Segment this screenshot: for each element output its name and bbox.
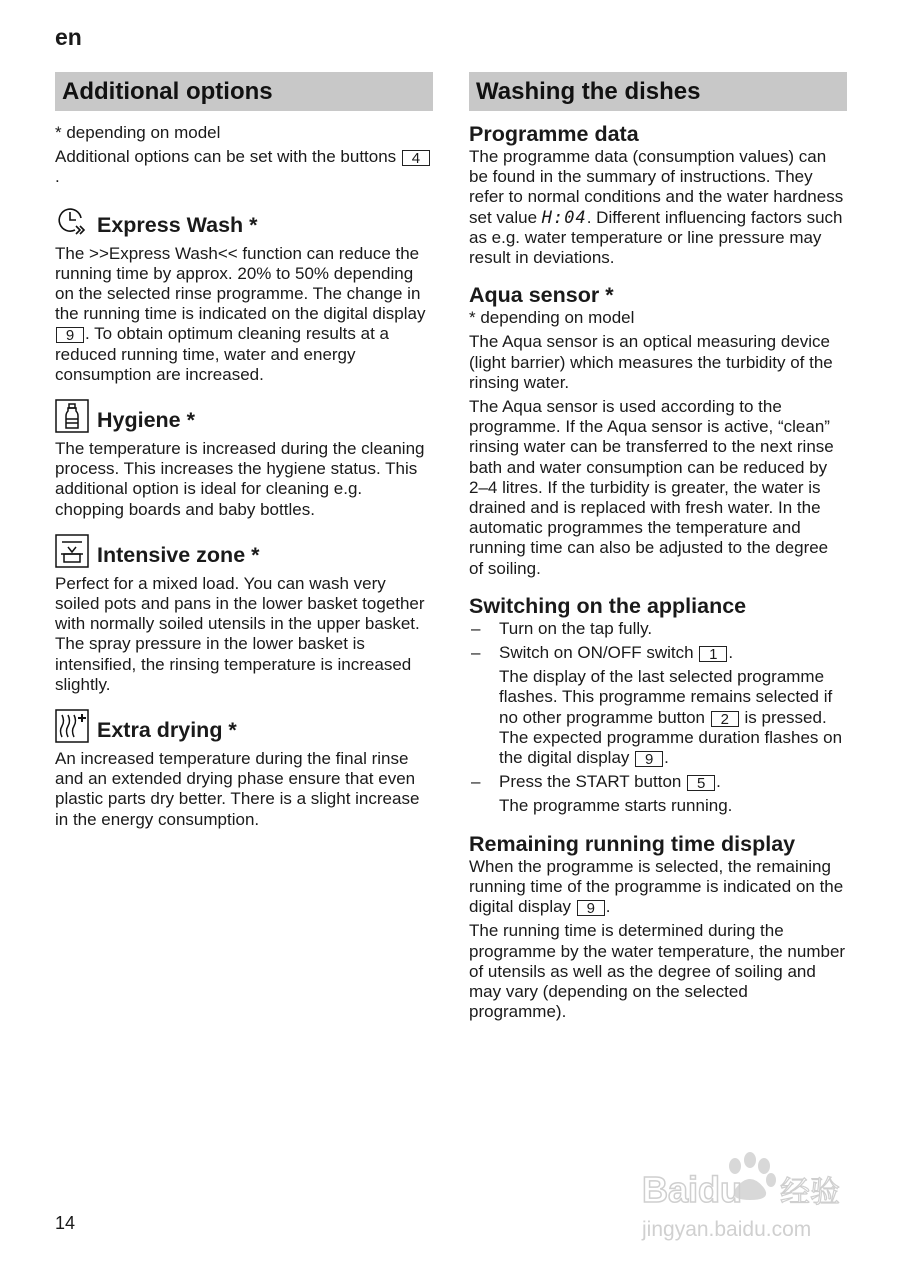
washing-dishes-column — [469, 72, 847, 1022]
options-intro: Additional options can be set with the buttons 4. — [55, 147, 433, 187]
step-start: – Press the START button 5 . The programme starts running. — [469, 772, 847, 816]
display-key-9: 9 — [577, 900, 605, 916]
programme-key-2: 2 — [711, 711, 739, 727]
step-start-result: The programme starts running. — [499, 796, 733, 816]
display-key-9: 9 — [635, 751, 663, 767]
display-key-9: 9 — [56, 327, 84, 343]
step-onoff: – Switch on ON/OFF switch 1 . The display of the last selected programme flashes. This programme remains selected if no other programme button 2 is pressed. The expected programme duration flashes on the digital display 9 . — [469, 643, 847, 768]
express-wash-icon — [55, 204, 89, 238]
button-key-4: 4 — [402, 150, 430, 166]
watermark-url: jingyan.baidu.com — [642, 1218, 812, 1241]
baidu-watermark — [640, 1140, 855, 1250]
intensive-zone-icon — [55, 534, 89, 568]
step-onoff-result: The display of the last selected programme flashes. This programme remains selected if no other programme button 2 is pressed. The expected programme duration flashes on the digital display 9 . — [499, 667, 843, 769]
washing-dishes-header: Washing the dishes — [469, 72, 847, 111]
water-hardness-display-value: H:04 — [541, 207, 587, 228]
extra-drying-text: An increased temperature during the final rinse and an extended drying phase ensure that even plastic parts dry better. There is a slight increase in the energy consumption. — [55, 749, 420, 829]
page-number: 14 — [55, 1213, 76, 1233]
extra-drying-heading: Extra drying * — [55, 709, 433, 743]
step-tap: – Turn on the tap fully. — [471, 618, 653, 638]
watermark-brand: Baidu — [642, 1169, 743, 1210]
hygiene-heading: Hygiene * — [55, 399, 433, 433]
language-code: en — [55, 24, 82, 50]
hygiene-text: The temperature is increased during the cleaning process. This increases the hygiene status. This additional option is ideal for cleaning e.g. chopping boards and baby bottles. — [55, 439, 425, 519]
remaining-time-text-2: The running time is determined during the programme by the water temperature, the number of utensils as well as the degree of soiling and may vary (depending on the selected programme). — [469, 921, 846, 1022]
additional-options-header: Additional options — [55, 72, 433, 111]
remaining-time-text-1: When the programme is selected, the remaining running time of the programme is indicated on the digital display 9 . — [469, 856, 844, 918]
intensive-zone-heading: Intensive zone * — [55, 534, 433, 568]
onoff-key-1: 1 — [699, 646, 727, 662]
express-wash-heading: Express Wash * — [55, 204, 433, 238]
aqua-sensor-text-2: The Aqua sensor is used according to the programme. If the Aqua sensor is active, “clean” rinsing water can be transferred to the next rinse bath and water consumption can be reduced by 2–4 litres. If the turbidity is greater, the water is drained and is replaced with fresh water. In the automatic programmes the temperature and running time can also be adjusted to the degree of soiling. — [469, 397, 834, 578]
express-wash-text: The >>Express Wash<< function can reduce the running time by approx. 20% to 50% depending on the selected rinse programme. The change in the running time is indicated on the digital display 9 . To obtain optimum cleaning results at a reduced running time, water and energy consumption are increased. — [55, 243, 426, 384]
aqua-sensor-heading: Aqua sensor * — [469, 283, 614, 308]
aqua-sensor-note: * depending on model — [469, 308, 635, 328]
extra-drying-icon — [55, 709, 89, 743]
watermark-cn: 经验 — [780, 1175, 840, 1210]
switching-on-steps — [469, 619, 847, 817]
aqua-sensor-text-1: The Aqua sensor is an optical measuring device (light barrier) which measures the turbidity of the rinsing water. — [469, 332, 833, 392]
additional-options-column — [55, 72, 433, 830]
start-key-5: 5 — [687, 775, 715, 791]
intensive-zone-text: Perfect for a mixed load. You can wash very soiled pots and pans in the lower basket together with normally soiled utensils in the upper basket. The spray pressure in the lower basket is intensified, the rinsing temperature is increased slightly. — [55, 573, 425, 694]
hygiene-bottle-icon — [55, 399, 89, 433]
programme-data-heading: Programme data — [469, 122, 639, 146]
programme-data-text: The programme data (consumption values) can be found in the summary of instructions. They refer to normal conditions and the water hardness set value H:04. Different influencing factors such as e.g. water temperature or line pressure may result in deviations. — [469, 147, 844, 268]
remaining-time-heading: Remaining running time display — [469, 831, 796, 856]
switching-on-heading: Switching on the appliance — [469, 593, 747, 618]
model-note: * depending on model — [55, 123, 221, 142]
